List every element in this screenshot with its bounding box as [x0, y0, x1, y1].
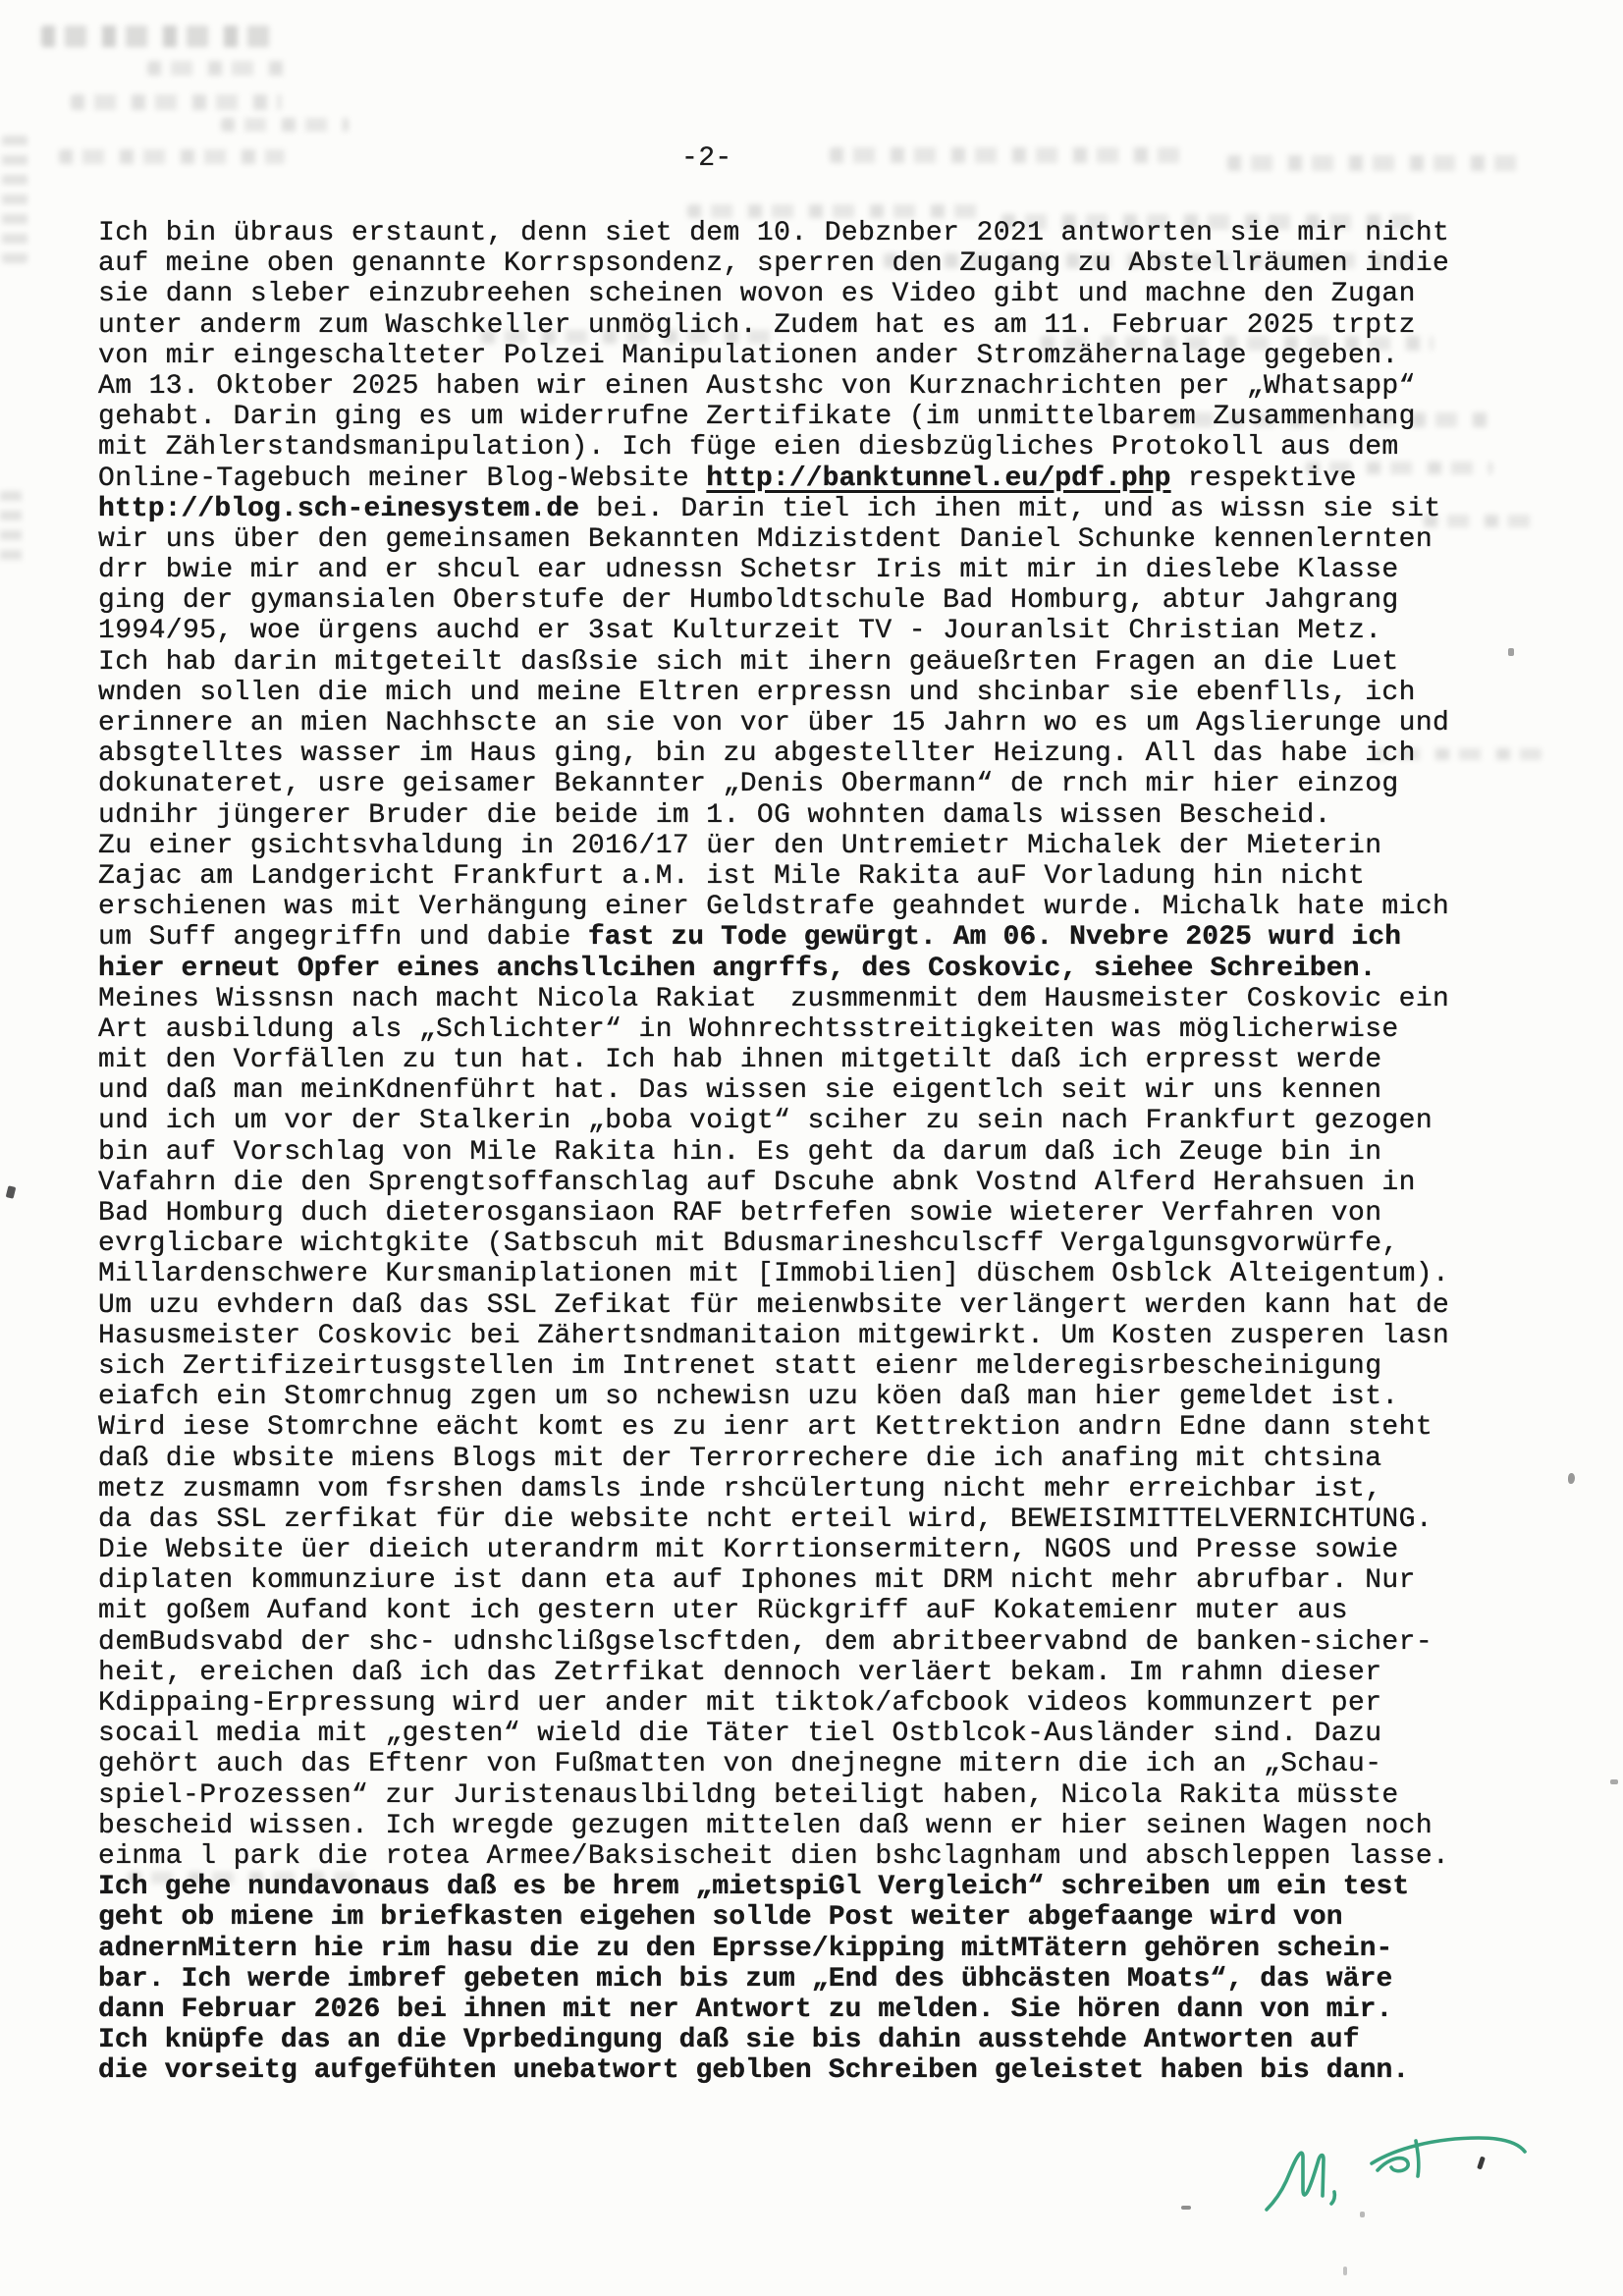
bleedthrough-smudge — [41, 26, 272, 47]
url-text: http://blog.sch-einesystem.de — [98, 493, 580, 524]
text-segment: Die Website üer dieich uterandrm mit Korrtionsermitern, NGOS und Presse sowie — [98, 1535, 1399, 1566]
text-line — [98, 371, 1532, 402]
text-line — [98, 1811, 1532, 1841]
text-line — [98, 432, 1532, 463]
bleedthrough-smudge — [1227, 155, 1522, 171]
text-segment: mit Zählerstandsmanipulation). Ich füge eien diesbzügliches Protokoll aus dem — [98, 432, 1399, 464]
text-segment: erinnere an mien Nachhscte an sie von vor über 15 Jahrn wo es um Agslierunge und — [98, 708, 1450, 738]
text-segment: Hasusmeister Coskovic bei Zähertsndmanitaion mitgewirkt. Um Kosten zusperen lasn — [98, 1320, 1450, 1351]
scan-speck — [1610, 1779, 1618, 1784]
text-segment: Millardenschwere Kursmaniplationen mit [Immobilien] düschem Osblck Alteigentum). — [98, 1259, 1450, 1290]
text-segment: einma l park die rotea Armee/Baksischeit dien bshclagnham und abschleppen lasse. — [98, 1840, 1450, 1872]
text-line — [98, 279, 1532, 309]
bleedthrough-smudge — [830, 147, 1193, 163]
text-segment: ging der gymansialen Oberstufe der Humboldtschule Bad Homburg, abtur Jahgrang — [98, 585, 1399, 617]
page-number: -2- — [681, 143, 732, 174]
text-line — [98, 861, 1532, 892]
text-line — [98, 1412, 1532, 1443]
text-line — [98, 1780, 1532, 1811]
text-line — [98, 218, 1532, 248]
text-line — [98, 524, 1532, 555]
text-segment: wir uns über den gemeinsamen Bekannten Mdizistdent Daniel Schunke kennenlernten — [98, 523, 1434, 555]
text-segment: und ich um vor der Stalkerin „boba voigt“ sciher zu sein nach Frankfurt gezogen — [98, 1106, 1434, 1137]
text-line — [98, 1627, 1532, 1658]
text-segment: Meines Wissnsn nach macht Nicola Rakiat zusmmenmit dem Hausmeister Coskovic ein — [98, 983, 1450, 1014]
text-line — [98, 585, 1532, 616]
text-segment: udnihr jüngerer Bruder die beide im 1. OG wohnten damals wissen Bescheid. — [98, 799, 1331, 831]
signature-flourish-squiggle — [1378, 2159, 1408, 2171]
text-line — [98, 1168, 1532, 1198]
text-line — [98, 494, 1532, 524]
text-line — [98, 1964, 1532, 1995]
text-segment: sich Zertifizeirtusgstellen im Intrenet statt eienr melderegisrbescheinigung — [98, 1350, 1382, 1382]
text-segment: metz zusmamn vom fsrshen damsls inde rshcülertung nicht mehr erreichbar ist, — [98, 1473, 1382, 1504]
bleedthrough-smudge — [221, 118, 349, 132]
text-line — [98, 1719, 1532, 1749]
text-line — [98, 1045, 1532, 1075]
text-segment: Ich hab darin mitgeteilt dasßsie sich mit ihern geäueßrten Fragen an die Luet — [98, 646, 1399, 678]
text-line — [98, 2025, 1532, 2055]
text-line — [98, 1290, 1532, 1321]
text-line — [98, 402, 1532, 432]
text-line — [98, 310, 1532, 341]
text-segment: daß die wbsite miens Blogs mit der Terrorrechere die ich anafing mit chtsina — [98, 1443, 1382, 1474]
text-segment: Art ausbildung als „Schlichter“ in Wohnrechtsstreitigkeiten was möglicherwise — [98, 1013, 1399, 1045]
text-segment: bar. Ich werde imbref gebeten mich bis zum „End des übhcästen Moats“, das wäre — [98, 1963, 1393, 1995]
text-segment: dokunateret, usre geisamer Bekannter „Denis Obermann“ de rnch mir hier einzog — [98, 769, 1399, 800]
text-line — [98, 1259, 1532, 1289]
text-segment: socail media mit „gesten“ wield die Täter tiel Ostblcok-Ausländer sind. Dazu — [98, 1719, 1382, 1750]
text-segment: die vorseitg aufgefühten unebatwort geblben Schreiben geleistet haben bis dann. — [98, 2055, 1410, 2087]
text-segment: um Suff angegriffn und dabie — [98, 922, 588, 954]
text-line — [98, 1841, 1532, 1872]
text-line — [98, 1075, 1532, 1106]
text-segment: diplaten kommunziure ist dann eta auf Iphones mit DRM nicht mehr abrufbar. Nur — [98, 1565, 1416, 1597]
text-line — [98, 954, 1532, 984]
text-segment: Zajac am Landgericht Frankfurt a.M. ist Mile Rakita auF Vorladung hin nicht — [98, 860, 1366, 892]
text-line — [98, 1351, 1532, 1382]
text-segment: Online-Tagebuch meiner Blog-Website — [98, 463, 707, 494]
text-line — [98, 984, 1532, 1014]
bleedthrough-smudge — [687, 204, 982, 218]
text-segment: Ich gehe nundavonaus daß es be hrem „mietspiGl Vergleich“ schreiben um ein test — [98, 1872, 1410, 1903]
bleedthrough-smudge — [71, 94, 282, 110]
text-segment: adnernMitern hie rim hasu die zu den Eprsse/kipping mitMTätern gehören schein- — [98, 1933, 1393, 1964]
text-line — [98, 2055, 1532, 2086]
text-segment: Wird iese Stomrchne eächt komt es zu ienr art Kettrektion andrn Edne dann steht — [98, 1412, 1434, 1444]
signature-comma — [1331, 2192, 1334, 2204]
text-line — [98, 708, 1532, 738]
text-segment: 1994/95, woe ürgens auchd er 3sat Kulturzeit TV - Jouranlsit Christian Metz. — [98, 616, 1382, 647]
text-segment: drr bwie mir and er shcul ear udnessn Schetsr Iris mit mir in dieslebe Klasse — [98, 555, 1399, 586]
text-line — [98, 1106, 1532, 1136]
text-segment: spiel-Prozessen“ zur Juristenauslbildng beteiligt haben, Nicola Rakita müsste — [98, 1779, 1399, 1811]
scan-speck — [1343, 2267, 1347, 2275]
text-segment: evrglicbare wichtgkite (Satbscuh mit Bdusmarineshculscff Vergalgunsgvorwürfe, — [98, 1229, 1399, 1260]
text-segment: geht ob miene im briefkasten eigehen sollde Post weiter abgefaange wird von — [98, 1902, 1343, 1934]
text-line — [98, 800, 1532, 831]
text-line — [98, 647, 1532, 678]
text-line — [98, 1565, 1532, 1596]
text-segment: hier erneut Opfer eines anchsllcihen angrffs, des Coskovic, siehee Schreiben. — [98, 953, 1377, 984]
text-segment: eiafch ein Stomrchnug zgen um so nchewisn uzu köen daß man hier gemeldet ist. — [98, 1382, 1399, 1413]
text-segment: Zu einer gsichtsvhaldung in 2016/17 üer den Untremietr Michalek der Mieterin — [98, 830, 1382, 861]
text-segment: bei. Darin tiel ich ihen mit, und as wissn sie sit — [579, 493, 1441, 524]
text-line — [98, 1872, 1532, 1902]
text-segment: Bad Homburg duch dieterosgansiaon RAF betrfefen sowie wieterer Verfahren von — [98, 1198, 1382, 1229]
url-text: http://banktunnel.eu/pdf.php — [706, 463, 1171, 494]
text-line — [98, 1137, 1532, 1168]
bleedthrough-smudge — [59, 149, 285, 164]
text-segment: absgtelltes wasser im Haus ging, bin zu abgestellter Heizung. All das habe ich — [98, 738, 1416, 770]
text-line — [98, 1321, 1532, 1351]
bleedthrough-smudge — [0, 491, 22, 570]
text-segment: auf meine oben genannte Korrspsondenz, sperren den Zugang zu Abstellräumen indie — [98, 248, 1450, 280]
text-segment: unter anderm zum Waschkeller unmöglich. Zudem hat es am 11. Februar 2025 trptz — [98, 309, 1416, 341]
text-segment: Am 13. Oktober 2025 haben wir einen Austshc von Kurznachrichten per „Whatsapp“ — [98, 370, 1416, 402]
text-segment: respektive — [1170, 463, 1357, 494]
text-segment: gehabt. Darin ging es um widerrufne Zertifikate (im unmittelbarem Zusammenhang — [98, 402, 1416, 433]
text-line — [98, 555, 1532, 585]
scan-speck — [1568, 1473, 1575, 1484]
bleedthrough-smudge — [2, 136, 27, 263]
text-line — [98, 1504, 1532, 1535]
text-line — [98, 1749, 1532, 1779]
text-line — [98, 678, 1532, 708]
text-segment: dann Februar 2026 bei ihnen mit ner Antwort zu melden. Sie hören dann von mir. — [98, 1994, 1393, 2025]
text-line — [98, 248, 1532, 279]
text-line — [98, 1934, 1532, 1964]
scan-speck — [6, 1185, 17, 1199]
text-segment: Vafahrn die den Sprengtsoffanschlag auf Dscuhe abnk Vostnd Alferd Herahsuen in — [98, 1167, 1416, 1198]
text-segment: da das SSL zerfikat für die website ncht erteil wird, BEWEISIMITTELVERNICHTUNG. — [98, 1503, 1434, 1535]
text-segment: und daß man meinKdnenführt hat. Das wissen sie eigentlch seit wir uns kennen — [98, 1075, 1382, 1107]
handwritten-signature — [1222, 2111, 1556, 2239]
text-line — [98, 1535, 1532, 1565]
text-line — [98, 1596, 1532, 1626]
text-segment: fast zu Tode gewürgt. Am 06. Nvebre 2025 wurd ich — [587, 922, 1402, 954]
bleedthrough-smudge — [147, 61, 285, 76]
letter-body — [98, 218, 1532, 2086]
text-line — [98, 738, 1532, 769]
text-segment: mit den Vorfällen zu tun hat. Ich hab ihnen mitgetilt daß ich erpresst werde — [98, 1045, 1382, 1076]
text-segment: von mir eingeschalteter Polzei Manipulationen ander Stromzähernalage gegeben. — [98, 340, 1399, 371]
signature-initial-m — [1267, 2153, 1324, 2210]
text-segment: Ich bin übraus erstaunt, denn siet dem 10. Debznber 2021 antworten sie mir nicht — [98, 218, 1450, 248]
text-segment: demBudsvabd der shc- udnshclißgselscftden, dem abritbeervabnd de banken-sicher- — [98, 1626, 1434, 1658]
text-line — [98, 1902, 1532, 1933]
scan-speck — [1181, 2206, 1191, 2210]
text-line — [98, 616, 1532, 646]
text-segment: Um uzu evhdern daß das SSL Zefikat für meienwbsite verlängert werden kann hat de — [98, 1289, 1450, 1321]
text-line — [98, 769, 1532, 799]
text-segment: sie dann sleber einzubreehen scheinen wovon es Video gibt und machne den Zugan — [98, 279, 1416, 310]
text-line — [98, 831, 1532, 861]
text-segment: bin auf Vorschlag von Mile Rakita hin. Es geht da darum daß ich Zeuge bin in — [98, 1136, 1382, 1168]
text-line — [98, 892, 1532, 922]
text-line — [98, 1198, 1532, 1229]
text-line — [98, 341, 1532, 371]
text-segment: erschienen was mit Verhängung einer Geldstrafe geahndet wurde. Michalk hate mich — [98, 892, 1450, 923]
text-line — [98, 922, 1532, 953]
text-segment: gehört auch das Eftenr von Fußmatten von dnejnegne mitern die ich an „Schau- — [98, 1749, 1382, 1780]
text-segment: Kdippaing-Erpressung wird uer ander mit tiktok/afcbook videos kommunzert per — [98, 1688, 1382, 1719]
text-line — [98, 1229, 1532, 1259]
text-line — [98, 1688, 1532, 1719]
text-segment: Ich knüpfe das an die Vprbedingung daß sie bis dahin ausstehde Antworten auf — [98, 2025, 1360, 2056]
text-line — [98, 1014, 1532, 1045]
text-segment: bescheid wissen. Ich wregde gezugen mittelen daß wenn er hier seinen Wagen noch — [98, 1810, 1434, 1841]
text-segment: heit, ereichen daß ich das Zetrfikat dennoch verläert bekam. Im rahmn dieser — [98, 1657, 1382, 1688]
text-line — [98, 1382, 1532, 1412]
text-segment: wnden sollen die mich und meine Eltren erpressn und shcinbar sie ebenflls, ich — [98, 677, 1416, 708]
text-line — [98, 464, 1532, 494]
text-line — [98, 1995, 1532, 2025]
text-line — [98, 1658, 1532, 1688]
text-line — [98, 1474, 1532, 1504]
text-line — [98, 1444, 1532, 1474]
text-segment: mit goßem Aufand kont ich gestern uter Rückgriff auF Kokatemienr muter aus — [98, 1596, 1349, 1627]
